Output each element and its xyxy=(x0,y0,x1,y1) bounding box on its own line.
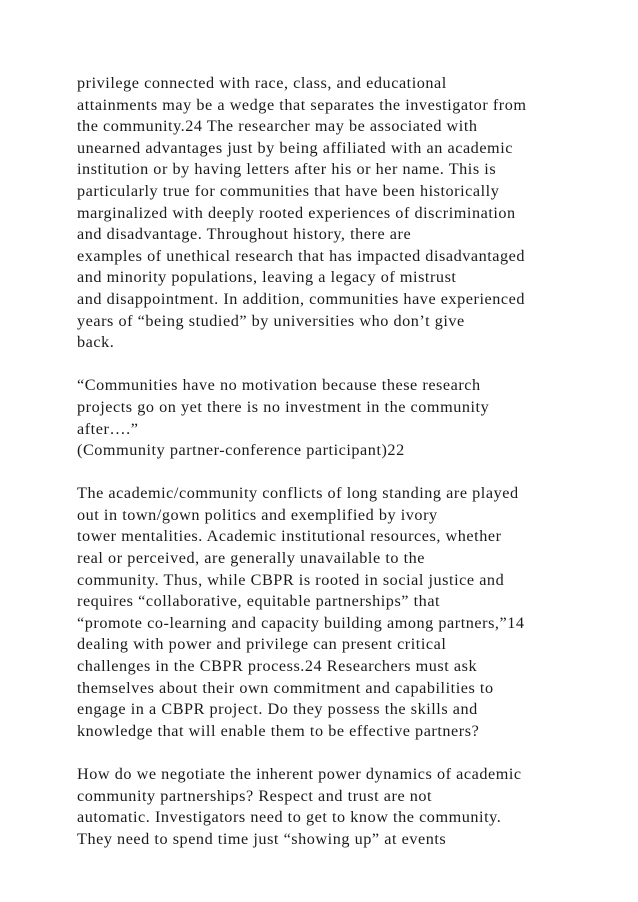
text-line: marginalized with deeply rooted experiences of discrimination xyxy=(77,203,516,222)
text-line: challenges in the CBPR process.24 Researchers must ask xyxy=(77,657,478,676)
text-line: community partnerships? Respect and trust are not xyxy=(77,786,433,805)
text-line: themselves about their own commitment and capabilities to xyxy=(77,678,494,697)
text-line: privilege connected with race, class, and educational xyxy=(77,74,447,92)
text-line: and minority populations, leaving a legacy of mistrust xyxy=(77,268,457,287)
text-line: automatic. Investigators need to get to know the community. xyxy=(77,808,502,827)
text-line: “Communities have no motivation because these research xyxy=(77,376,481,395)
text-line: They need to spend time just “showing up” at events xyxy=(77,829,447,848)
document-body xyxy=(77,73,617,850)
text-line: years of “being studied” by universities who don’t give xyxy=(77,311,465,330)
text-line: back. xyxy=(77,333,115,352)
text-line: after….” xyxy=(77,419,139,438)
text-line: “promote co-learning and capacity building among partners,”14 xyxy=(77,613,525,632)
paragraph-spacer xyxy=(77,354,617,376)
paragraph-spacer xyxy=(77,742,617,764)
text-line: out in town/gown politics and exemplified by ivory xyxy=(77,505,438,524)
text-line: particularly true for communities that have been historically xyxy=(77,181,500,200)
text-line: unearned advantages just by being affiliated with an academic xyxy=(77,138,513,157)
text-line: attainments may be a wedge that separates the investigator from xyxy=(77,95,527,114)
text-line: and disappointment. In addition, communities have experienced xyxy=(77,289,526,308)
text-line: engage in a CBPR project. Do they possess the skills and xyxy=(77,700,478,719)
paragraph xyxy=(77,73,617,354)
text-line: real or perceived, are generally unavailable to the xyxy=(77,549,426,568)
paragraph xyxy=(77,483,617,742)
text-line: the community.24 The researcher may be associated with xyxy=(77,117,478,136)
text-line: The academic/community conflicts of long standing are played xyxy=(77,484,519,503)
text-line: tower mentalities. Academic institutional resources, whether xyxy=(77,527,502,546)
text-line: requires “collaborative, equitable partnerships” that xyxy=(77,592,441,611)
text-line: community. Thus, while CBPR is rooted in social justice and xyxy=(77,570,505,589)
text-line: examples of unethical research that has impacted disadvantaged xyxy=(77,246,526,265)
text-line: How do we negotiate the inherent power dynamics of academic xyxy=(77,765,522,783)
paragraph xyxy=(77,375,617,461)
text-line: projects go on yet there is no investment in the community xyxy=(77,397,490,416)
text-line: and disadvantage. Throughout history, there are xyxy=(77,225,412,244)
paragraph-spacer xyxy=(77,462,617,484)
text-line: dealing with power and privilege can present critical xyxy=(77,635,447,654)
text-line: (Community partner-conference participant)22 xyxy=(77,441,405,460)
paragraph xyxy=(77,764,617,850)
text-line: knowledge that will enable them to be effective partners? xyxy=(77,721,480,740)
text-line: institution or by having letters after his or her name. This is xyxy=(77,160,497,179)
